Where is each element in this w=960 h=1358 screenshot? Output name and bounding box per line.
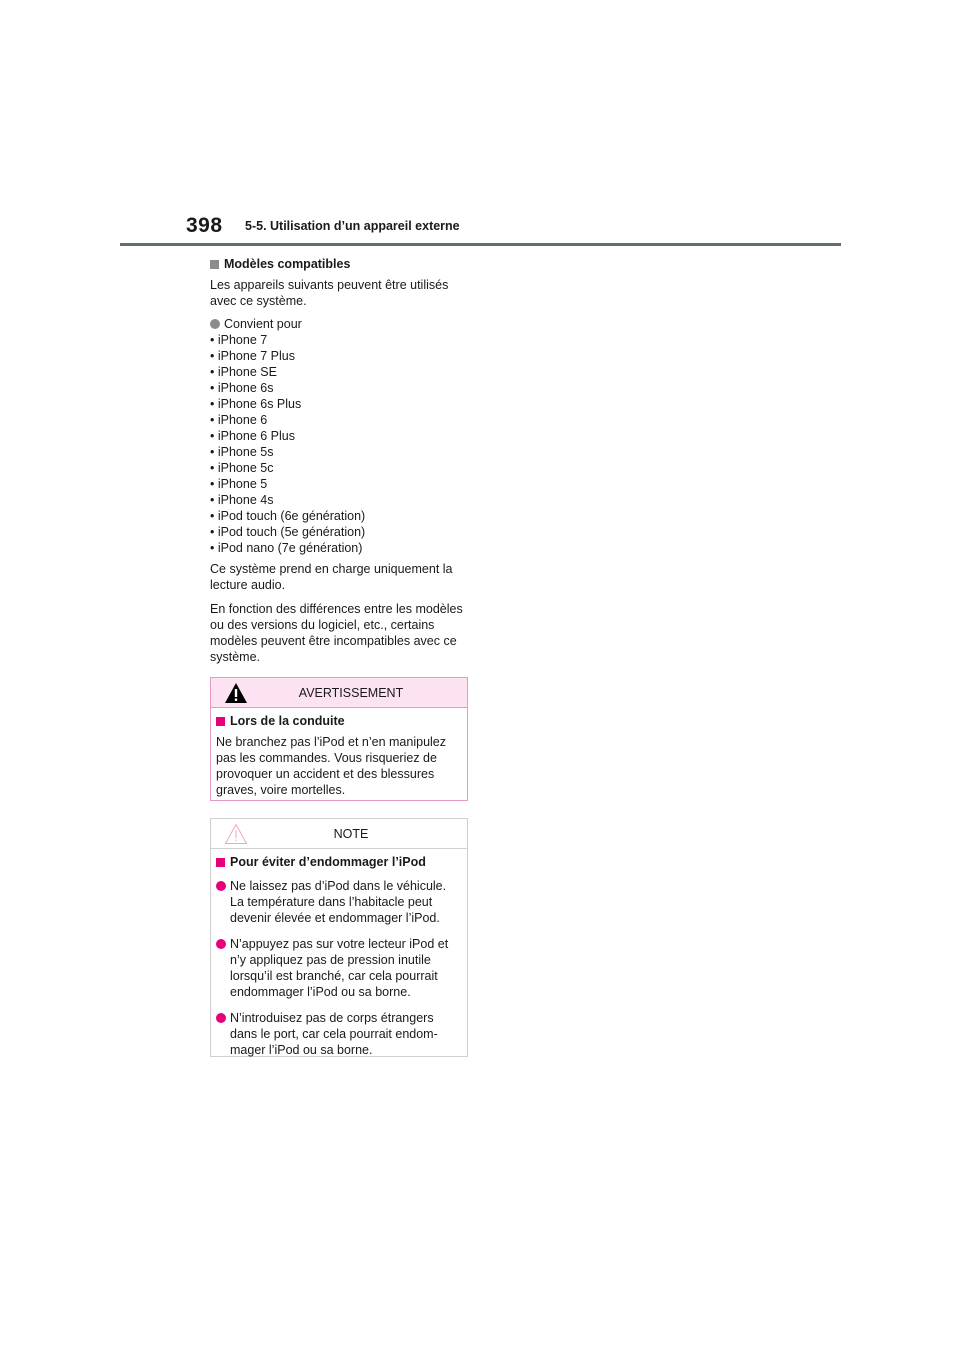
page-number: 398: [186, 214, 223, 237]
bullet-label: Convient pour: [224, 317, 302, 331]
circle-bullet-icon: [210, 319, 220, 329]
list-item: • iPhone 6s Plus: [210, 396, 470, 412]
warning-text: Ne branchez pas l’iPod et n’en manipulez pas les commandes. Vous risqueriez de provoquer un accident et des blessures graves, voire mortelles.: [216, 735, 446, 797]
subheading-text: Modèles compatibles: [224, 257, 351, 271]
list-item: • iPhone SE: [210, 364, 470, 380]
list-item: • iPod touch (5e génération): [210, 524, 470, 540]
note-item: [216, 878, 462, 926]
warning-body: [211, 708, 467, 798]
section-title: 5-5. Utilisation d’un appareil externe: [245, 219, 460, 233]
warning-subheading-text: Lors de la conduite: [230, 714, 345, 728]
note-title: NOTE: [333, 826, 369, 841]
square-bullet-icon: [210, 260, 219, 269]
list-item: • iPhone 4s: [210, 492, 470, 508]
header-rule: [120, 243, 841, 246]
list-item: • iPhone 7 Plus: [210, 348, 470, 364]
main-column: [210, 254, 470, 665]
note-body: [211, 849, 467, 1058]
list-item: • iPod touch (6e génération): [210, 508, 470, 524]
note-box: [210, 818, 468, 1057]
circle-bullet-icon: [216, 1013, 226, 1023]
list-item: • iPhone 6s: [210, 380, 470, 396]
compat-paragraph: En fonction des différences entre les modèles ou des versions du logiciel, etc., certains modèles peuvent être incompatibles avec ce système.: [210, 602, 463, 664]
square-bullet-icon: [216, 717, 225, 726]
note-item-text: N’introduisez pas de corps étrangers dans le port, car cela pourrait endom-mager l’iPod ou sa borne.: [230, 1011, 438, 1057]
circle-bullet-icon: [216, 939, 226, 949]
compatible-bullet: [210, 316, 470, 332]
list-item: • iPhone 6 Plus: [210, 428, 470, 444]
audio-paragraph: Ce système prend en charge uniquement la lecture audio.: [210, 562, 453, 592]
note-item: [216, 936, 462, 1000]
note-subheading: [216, 854, 462, 870]
warning-triangle-icon: [224, 682, 248, 704]
note-header: [211, 819, 467, 849]
list-item: • iPod nano (7e génération): [210, 540, 470, 556]
note-item: [216, 1010, 462, 1058]
intro-paragraph: Les appareils suivants peuvent être utilisés avec ce système.: [210, 278, 449, 308]
square-bullet-icon: [216, 858, 225, 867]
caution-triangle-outline-icon: [224, 823, 248, 845]
list-item: • iPhone 7: [210, 332, 470, 348]
note-item-text: Ne laissez pas d’iPod dans le véhicule. La température dans l’habitacle peut devenir élevée et endommager l’iPod.: [230, 879, 447, 925]
warning-header: [211, 678, 467, 708]
note-item-text: N’appuyez pas sur votre lecteur iPod et n’y appliquez pas de pression inutile lorsqu’il est branché, car cela pourrait endommager l’iPod ou sa borne.: [230, 937, 449, 999]
page-header: [0, 0, 960, 250]
note-subheading-text: Pour éviter d’endommager l’iPod: [230, 855, 426, 869]
list-item: • iPhone 5: [210, 476, 470, 492]
subheading-compatible-models: [210, 256, 470, 272]
circle-bullet-icon: [216, 881, 226, 891]
device-list: [210, 332, 470, 556]
list-item: • iPhone 5c: [210, 460, 470, 476]
warning-title: AVERTISSEMENT: [298, 685, 404, 700]
warning-subheading: [216, 713, 462, 729]
list-item: • iPhone 5s: [210, 444, 470, 460]
list-item: • iPhone 6: [210, 412, 470, 428]
warning-box: [210, 677, 468, 801]
